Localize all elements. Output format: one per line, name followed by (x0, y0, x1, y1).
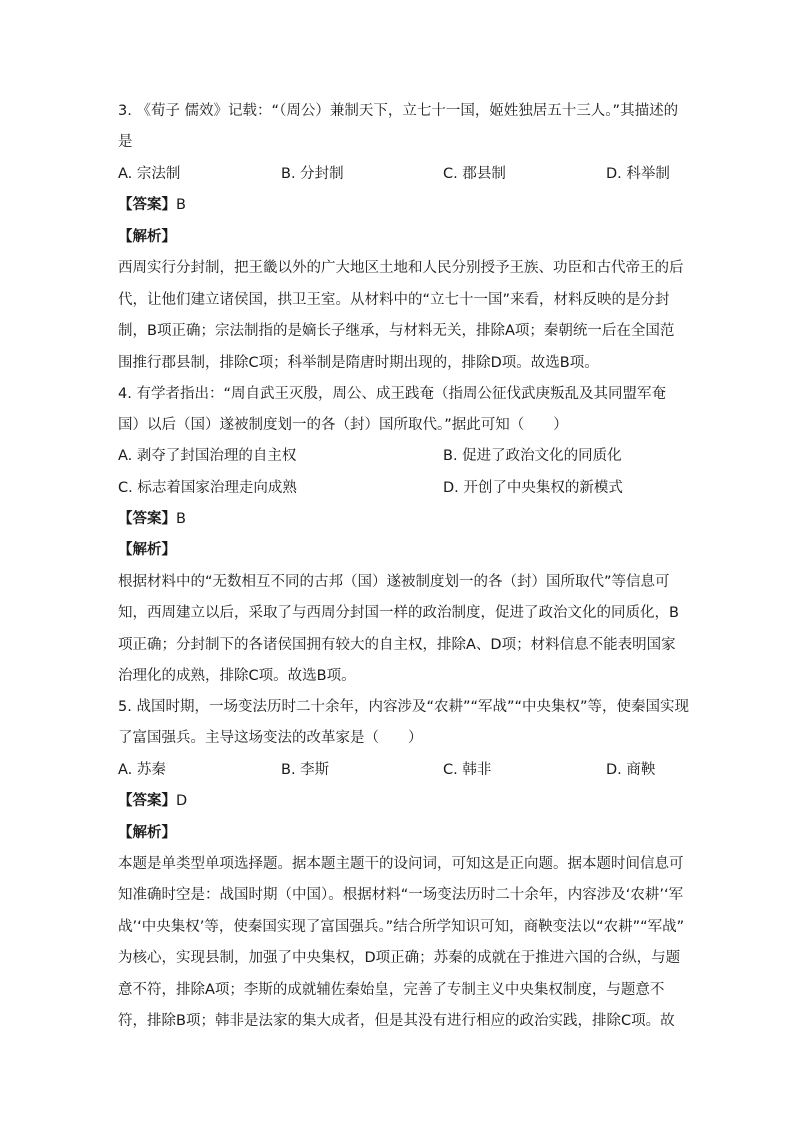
answer-label: 【答案】 (118, 511, 176, 527)
question-5-option-b: B. 李斯 (281, 762, 330, 778)
answer-value: D (176, 793, 188, 809)
question-4-analysis-line-2: 知，西周建立以后，采取了与西周分封国一样的政治制度，促进了政治文化的同质化，B (118, 605, 679, 621)
question-3-option-d: D. 科举制 (606, 166, 670, 182)
question-5-analysis-line-1: 本题是单类型单项选择题。据本题主题干的设问词，可知这是正向题。据本题时间信息可 (118, 856, 684, 872)
question-5-analysis-line-2: 知准确时空是：战国时期（中国）。根据材料“一场变法历时二十余年，内容涉及‘农耕’‘军 (118, 887, 684, 903)
answer-label: 【答案】 (118, 197, 176, 213)
question-4-stem-line-1: 4. 有学者指出：“周自武王灭殷，周公、成王践奄（指周公征伐武庚叛乱及其同盟军奄 (118, 386, 666, 402)
question-4-option-b: B. 促进了政治文化的同质化 (443, 448, 622, 464)
question-3-analysis-line-2: 代，让他们建立诸侯国，拱卫王室。从材料中的“立七十一国”来看，材料反映的是分封 (118, 292, 670, 308)
question-5-analysis-line-5: 意不符，排除A项；李斯的成就辅佐秦始皇，完善了专制主义中央集权制度，与题意不 (118, 982, 665, 998)
question-3-analysis-line-1: 西周实行分封制，把王畿以外的广大地区土地和人民分别授予王族、功臣和古代帝王的后 (118, 260, 684, 276)
question-5-option-d: D. 商鞅 (606, 762, 656, 778)
question-5-answer (118, 791, 678, 811)
question-5-analysis-label: 【解析】 (118, 825, 176, 841)
question-4-option-d: D. 开创了中央集权的新模式 (443, 480, 623, 496)
answer-value: B (176, 511, 186, 527)
question-3-option-c: C. 郡县制 (443, 166, 506, 182)
question-4-analysis-line-1: 根据材料中的“无数相互不同的古邦（国）遂被制度划一的各（封）国所取代”等信息可 (118, 574, 670, 590)
question-4-stem-line-2: 国）以后（国）遂被制度划一的各（封）国所取代。”据此可知（ ） (118, 417, 568, 433)
question-4-analysis-label: 【解析】 (118, 542, 176, 558)
question-5-stem-line-2: 了富国强兵。主导这场变法的改革家是（ ） (118, 730, 423, 746)
question-4-analysis-line-4: 治理化的成熟，排除C项。故选B项。 (118, 668, 356, 684)
question-4-answer (118, 509, 678, 529)
question-3-option-b: B. 分封制 (281, 166, 344, 182)
question-4-option-c: C. 标志着国家治理走向成熟 (118, 480, 297, 496)
question-5-option-a: A. 苏秦 (118, 762, 166, 778)
answer-label: 【答案】 (118, 793, 176, 809)
question-4-analysis-line-3: 项正确；分封制下的各诸侯国拥有较大的自主权，排除A、D项；材料信息不能表明国家 (118, 637, 676, 653)
question-3-answer (118, 195, 678, 215)
question-5-analysis-line-4: 为核心，实现县制，加强了中央集权，D项正确；苏秦的成就在于推进六国的合纵，与题 (118, 950, 681, 966)
question-3-analysis-label: 【解析】 (118, 229, 176, 245)
question-3-stem-line-1: 3. 《荀子 儒效》记载：“（周公）兼制天下，立七十一国，姬姓独居五十三人。”其描述的 (118, 103, 679, 119)
question-5-stem-line-1: 5. 战国时期，一场变法历时二十余年，内容涉及“农耕”“军战”“中央集权”等，使秦国实现 (118, 699, 690, 715)
question-5-analysis-line-6: 符，排除B项；韩非是法家的集大成者，但是其没有进行相应的政治实践，排除C项。故 (118, 1013, 675, 1029)
answer-value: B (176, 197, 186, 213)
question-4-option-a: A. 剥夺了封国治理的自主权 (118, 448, 297, 464)
question-5-option-c: C. 韩非 (443, 762, 492, 778)
question-3-analysis-line-3: 制，B项正确；宗法制指的是嫡长子继承，与材料无关，排除A项；秦朝统一后在全国范 (118, 323, 675, 339)
question-3-analysis-line-4: 围推行郡县制，排除C项；科举制是隋唐时期出现的，排除D项。故选B项。 (118, 355, 599, 371)
question-5-analysis-line-3: 战’‘中央集权’等，使秦国实现了富国强兵。”结合所学知识可知，商鞅变法以“农耕”“军战” (118, 919, 685, 935)
question-3-stem-line-2: 是 (118, 134, 133, 150)
question-3-option-a: A. 宗法制 (118, 166, 181, 182)
